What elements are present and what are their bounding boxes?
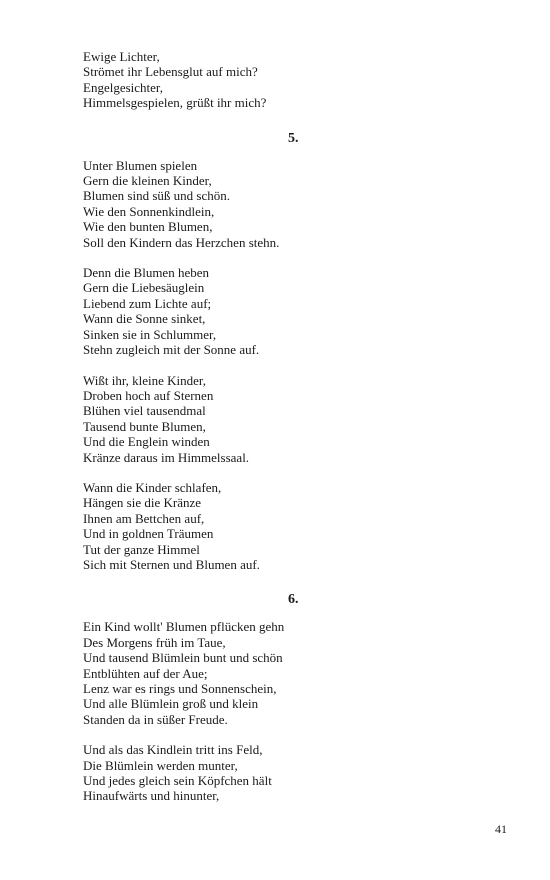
verse-line: Wißt ihr, kleine Kinder, <box>83 372 206 388</box>
verse-line: Droben hoch auf Sternen <box>83 387 214 403</box>
stanza <box>83 742 503 804</box>
verse-line: Und in goldnen Träumen <box>83 526 214 542</box>
section-heading: 5. <box>288 130 299 146</box>
verse-line: Ewige Lichter, <box>83 49 160 64</box>
verse-line: Die Blümlein werden munter, <box>83 757 238 773</box>
verse-line: Ein Kind wollt' Blumen pflücken gehn <box>83 619 285 635</box>
verse-line: Ihnen am Bettchen auf, <box>83 510 205 526</box>
verse-line: Tut der ganze Himmel <box>83 541 200 557</box>
verse-line: Lenz war es rings und Sonnenschein, <box>83 681 277 696</box>
verse-line: Blühen viel tausendmal <box>83 403 206 419</box>
verse-line: Liebend zum Lichte auf; <box>83 295 212 311</box>
poem-section-5 <box>83 130 503 573</box>
verse-line: Standen da in süßer Freude. <box>83 711 228 727</box>
verse-line: Und tausend Blümlein bunt und schön <box>83 650 283 666</box>
verse-line: Des Morgens früh im Taue, <box>83 634 226 650</box>
stanza <box>83 373 503 465</box>
poem-section-6 <box>83 591 503 803</box>
verse-line: Entblühten auf der Aue; <box>83 665 208 681</box>
verse-line: Gern die Liebesäuglein <box>83 280 205 296</box>
stanza <box>83 158 503 250</box>
verse-line: Blumen sind süß und schön. <box>83 188 230 204</box>
verse-line: Sich mit Sternen und Blumen auf. <box>83 556 260 572</box>
verse-line: Und alle Blümlein groß und klein <box>83 696 259 712</box>
verse-line: Wie den bunten Blumen, <box>83 219 213 235</box>
verse-line: Hinaufwärts und hinunter, <box>83 788 220 804</box>
verse-line: Gern die kleinen Kinder, <box>83 173 212 189</box>
verse-line: Denn die Blumen heben <box>83 265 209 281</box>
verse-line: Und die Englein winden <box>83 434 210 450</box>
section-heading: 6. <box>288 592 299 608</box>
poem-section-continuation <box>83 49 503 111</box>
stanza <box>83 49 503 111</box>
verse-line: Engelgesichter, <box>83 79 163 95</box>
verse-line: Strömet ihr Lebensglut auf mich? <box>83 64 258 80</box>
verse-line: Und jedes gleich sein Köpfchen hält <box>83 773 272 789</box>
verse-line: Hängen sie die Kränze <box>83 495 202 511</box>
verse-line: Tausend bunte Blumen, <box>83 418 206 434</box>
verse-line: Himmelsgespielen, grüßt ihr mich? <box>83 95 267 111</box>
verse-line: Und als das Kindlein tritt ins Feld, <box>83 742 263 758</box>
stanza <box>83 265 503 357</box>
stanza <box>83 619 503 727</box>
verse-line: Kränze daraus im Himmelssaal. <box>83 449 250 465</box>
verse-line: Soll den Kindern das Herzchen stehn. <box>83 234 280 250</box>
verse-line: Stehn zugleich mit der Sonne auf. <box>83 342 260 358</box>
stanza <box>83 480 503 572</box>
verse-line: Wann die Kinder schlafen, <box>83 479 222 495</box>
page-number: 41 <box>495 822 507 836</box>
verse-line: Unter Blumen spielen <box>83 157 198 173</box>
page-body <box>83 49 503 819</box>
verse-line: Wie den Sonnenkindlein, <box>83 203 215 219</box>
verse-line: Sinken sie in Schlummer, <box>83 326 217 342</box>
verse-line: Wann die Sonne sinket, <box>83 311 206 327</box>
